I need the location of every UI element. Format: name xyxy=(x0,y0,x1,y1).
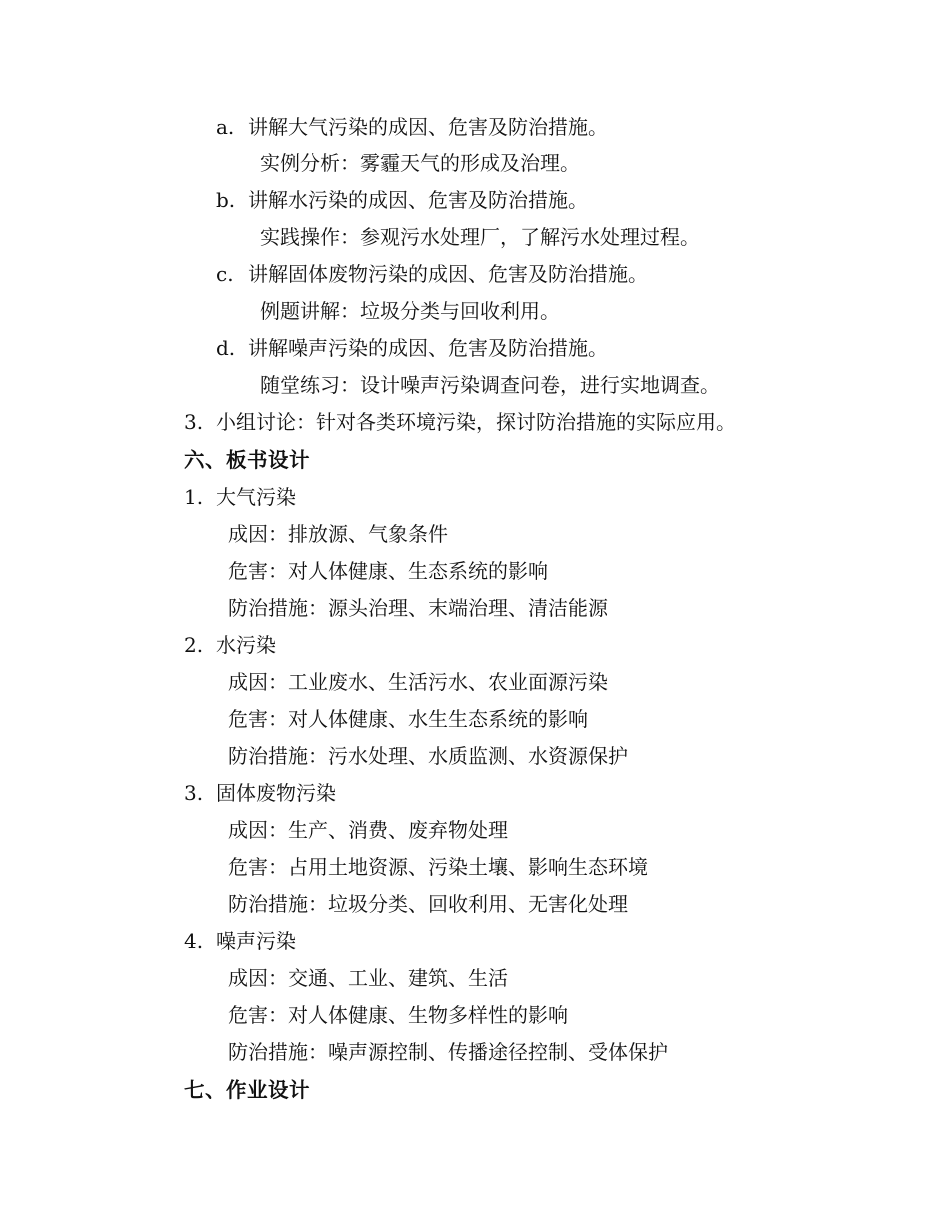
list-marker: 2. xyxy=(184,633,204,657)
board-line: 防治措施：垃圾分类、回收利用、无害化处理 xyxy=(228,892,628,916)
list-marker: 4. xyxy=(184,929,204,953)
list-item-text: 讲解固体废物污染的成因、危害及防治措施。 xyxy=(248,262,648,286)
board-section-title xyxy=(184,928,296,954)
list-item-d-detail: 随堂练习：设计噪声污染调查问卷，进行实地调查。 xyxy=(260,373,720,397)
board-section-title xyxy=(184,632,276,658)
list-item-b xyxy=(216,187,588,213)
section-heading-homework: 七、作业设计 xyxy=(184,1078,310,1102)
board-section-title-text: 水污染 xyxy=(216,633,276,657)
list-item-c-detail: 例题讲解：垃圾分类与回收利用。 xyxy=(260,299,560,323)
list-marker: d. xyxy=(216,336,236,360)
list-item-text: 讲解水污染的成因、危害及防治措施。 xyxy=(248,188,588,212)
board-section-title-text: 噪声污染 xyxy=(216,929,296,953)
list-item-text: 讲解噪声污染的成因、危害及防治措施。 xyxy=(248,336,608,360)
board-line: 防治措施：污水处理、水质监测、水资源保护 xyxy=(228,744,628,768)
list-marker: 3. xyxy=(184,781,204,805)
list-marker: c. xyxy=(216,262,234,286)
board-section-title-text: 大气污染 xyxy=(216,485,296,509)
list-marker: 3. xyxy=(184,410,204,434)
board-section-title-text: 固体废物污染 xyxy=(216,781,336,805)
list-item-text: 讲解大气污染的成因、危害及防治措施。 xyxy=(248,115,608,139)
board-section-title xyxy=(184,484,296,510)
list-item-d xyxy=(216,335,608,361)
list-item-step-3 xyxy=(184,409,736,435)
board-line: 危害：对人体健康、生态系统的影响 xyxy=(228,559,548,583)
board-line: 成因：排放源、气象条件 xyxy=(228,522,448,546)
section-heading-board-design: 六、板书设计 xyxy=(184,448,310,472)
board-line: 防治措施：源头治理、末端治理、清洁能源 xyxy=(228,596,608,620)
list-item-b-detail: 实践操作：参观污水处理厂，了解污水处理过程。 xyxy=(260,225,700,249)
board-line: 成因：交通、工业、建筑、生活 xyxy=(228,966,508,990)
list-item-a xyxy=(216,114,608,140)
board-section-title xyxy=(184,780,336,806)
board-line: 危害：对人体健康、水生生态系统的影响 xyxy=(228,707,588,731)
list-item-text: 小组讨论：针对各类环境污染，探讨防治措施的实际应用。 xyxy=(216,410,736,434)
list-marker: a. xyxy=(216,115,235,139)
list-marker: b. xyxy=(216,188,236,212)
board-line: 成因：生产、消费、废弃物处理 xyxy=(228,818,508,842)
board-line: 成因：工业废水、生活污水、农业面源污染 xyxy=(228,670,608,694)
board-line: 危害：占用土地资源、污染土壤、影响生态环境 xyxy=(228,855,648,879)
list-item-a-detail: 实例分析：雾霾天气的形成及治理。 xyxy=(260,151,580,175)
board-line: 防治措施：噪声源控制、传播途径控制、受体保护 xyxy=(228,1040,668,1064)
list-marker: 1. xyxy=(184,485,204,509)
board-line: 危害：对人体健康、生物多样性的影响 xyxy=(228,1003,568,1027)
list-item-c xyxy=(216,261,648,287)
